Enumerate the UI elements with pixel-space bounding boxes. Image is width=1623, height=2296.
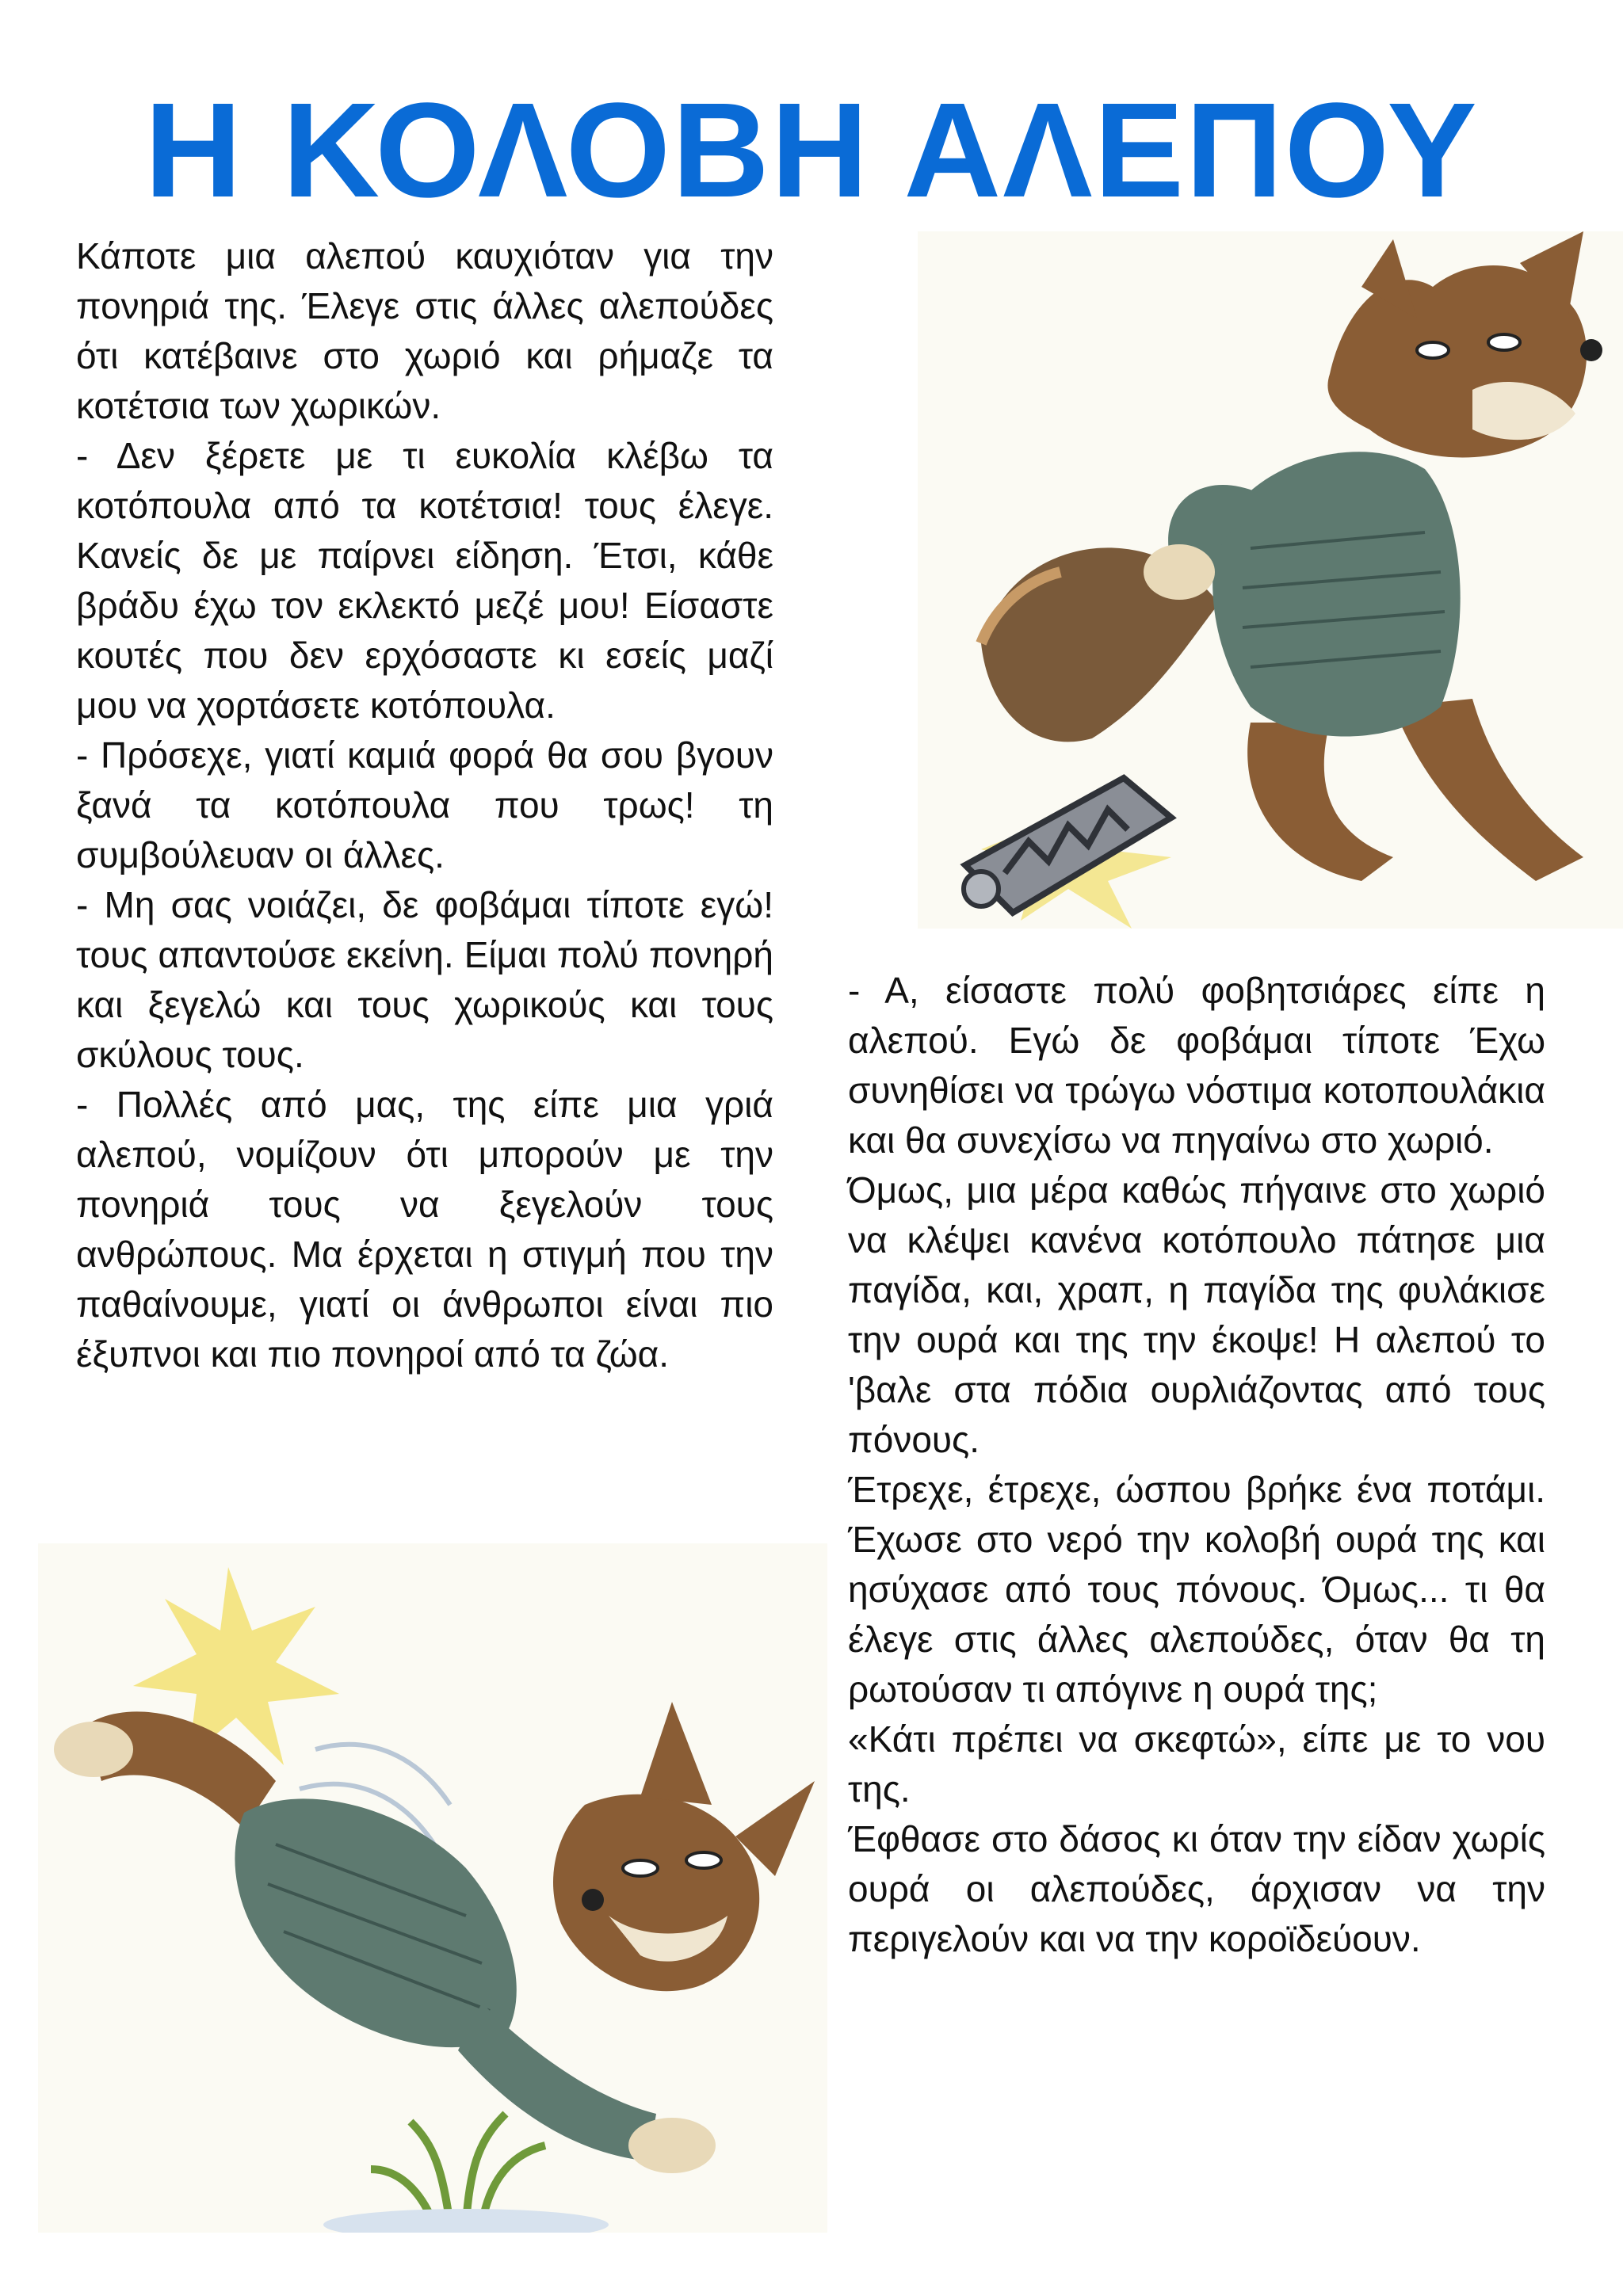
story-paragraph: - Α, είσαστε πολύ φοβητσιάρες είπε η αλεπού. Εγώ δε φοβάμαι τίποτε Έχω συνηθίσει να τρώγω νόστιμα κοτοπουλάκια και θα συνεχίσω να πηγαίνω στο χωριό. <box>848 970 1545 1161</box>
story-paragraph: Όμως, μια μέρα καθώς πήγαινε στο χωριό να κλέψει κανένα κοτόπουλο πάτησε μια παγίδα, και, χραπ, η παγίδα της φυλάκισε την ουρά και της την έκοψε! Η αλεπού το 'βαλε στα πόδια ουρλιάζοντας από τους πόνους. <box>848 1169 1545 1460</box>
story-paragraph: Έτρεχε, έτρεχε, ώσπου βρήκε ένα ποτάμι. Έχωσε στο νερό την κολοβή ουρά της και ησύχασε από τους πόνους. Όμως... τι θα έλεγε στις άλλες αλεπούδες, όταν θα τη ρωτούσαν τι απόγινε η ουρά της; <box>848 1469 1545 1710</box>
page-title: Η ΚΟΛΟΒΗ ΑΛΕΠΟΥ <box>144 75 1479 226</box>
story-left-column <box>76 231 773 1379</box>
fox-leg <box>1247 723 1393 881</box>
trap-icon <box>964 778 1171 913</box>
story-paragraph: - Πρόσεχε, γιατί καμιά φορά θα σου βγουν ξανά τα κοτόπουλα που τρως! τη συμβούλευαν οι άλλες. <box>76 734 773 875</box>
fox-head <box>553 1794 759 1991</box>
fox-in-trap-drawing <box>918 231 1623 929</box>
story-paragraph: - Πολλές από μας, της είπε μια γριά αλεπού, νομίζουν ότι μπορούν με την πονηριά τους να ξεγελούν τους ανθρώπους. Μα έρχεται η στιγμή που την παθαίνουμε, γιατί οι άνθρωποι είναι πιο έξυπνοι και πιο πονηροί από τα ζώα. <box>76 1084 773 1375</box>
story-paragraph: «Κάτι πρέπει να σκεφτώ», είπε με το νου της. <box>848 1718 1545 1810</box>
grass <box>371 2114 545 2225</box>
story-paragraph: - Δεν ξέρετε με τι ευκολία κλέβω τα κοτόπουλα από τα κοτέτσια! τους έλεγε. Κανείς δε με παίρνει είδηση. Έτσι, κάθε βράδυ έχω τον εκλεκτό μεζέ μου! Είσαστε κουτές που δεν ερχόσαστε κι εσείς μαζί μου να χορτάσετε κοτόπουλα. <box>76 435 773 726</box>
fox-jumping-illustration <box>38 1543 827 2233</box>
story-paragraph: Κάποτε μια αλεπού καυχιόταν για την πονηριά της. Έλεγε στις άλλες αλεπούδες ότι κατέβαινε στο χωριό και ρήμαζε τα κοτέτσια των χωρικών. <box>76 235 773 426</box>
fox-leg <box>1393 699 1583 881</box>
fox-jumping-drawing <box>38 1543 827 2233</box>
fox-in-trap-illustration <box>918 231 1623 929</box>
story-paragraph: - Μη σας νοιάζει, δε φοβάμαι τίποτε εγώ! τους απαντούσε εκείνη. Είμαι πολύ πονηρή και ξεγελώ και τους χωρικούς και τους σκύλους τους. <box>76 884 773 1075</box>
story-paragraph: Έφθασε στο δάσος κι όταν την είδαν χωρίς ουρά οι αλεπούδες, άρχισαν να την περιγελούν και να την κοροϊδεύουν. <box>848 1818 1545 1959</box>
story-right-column <box>848 966 1545 1964</box>
